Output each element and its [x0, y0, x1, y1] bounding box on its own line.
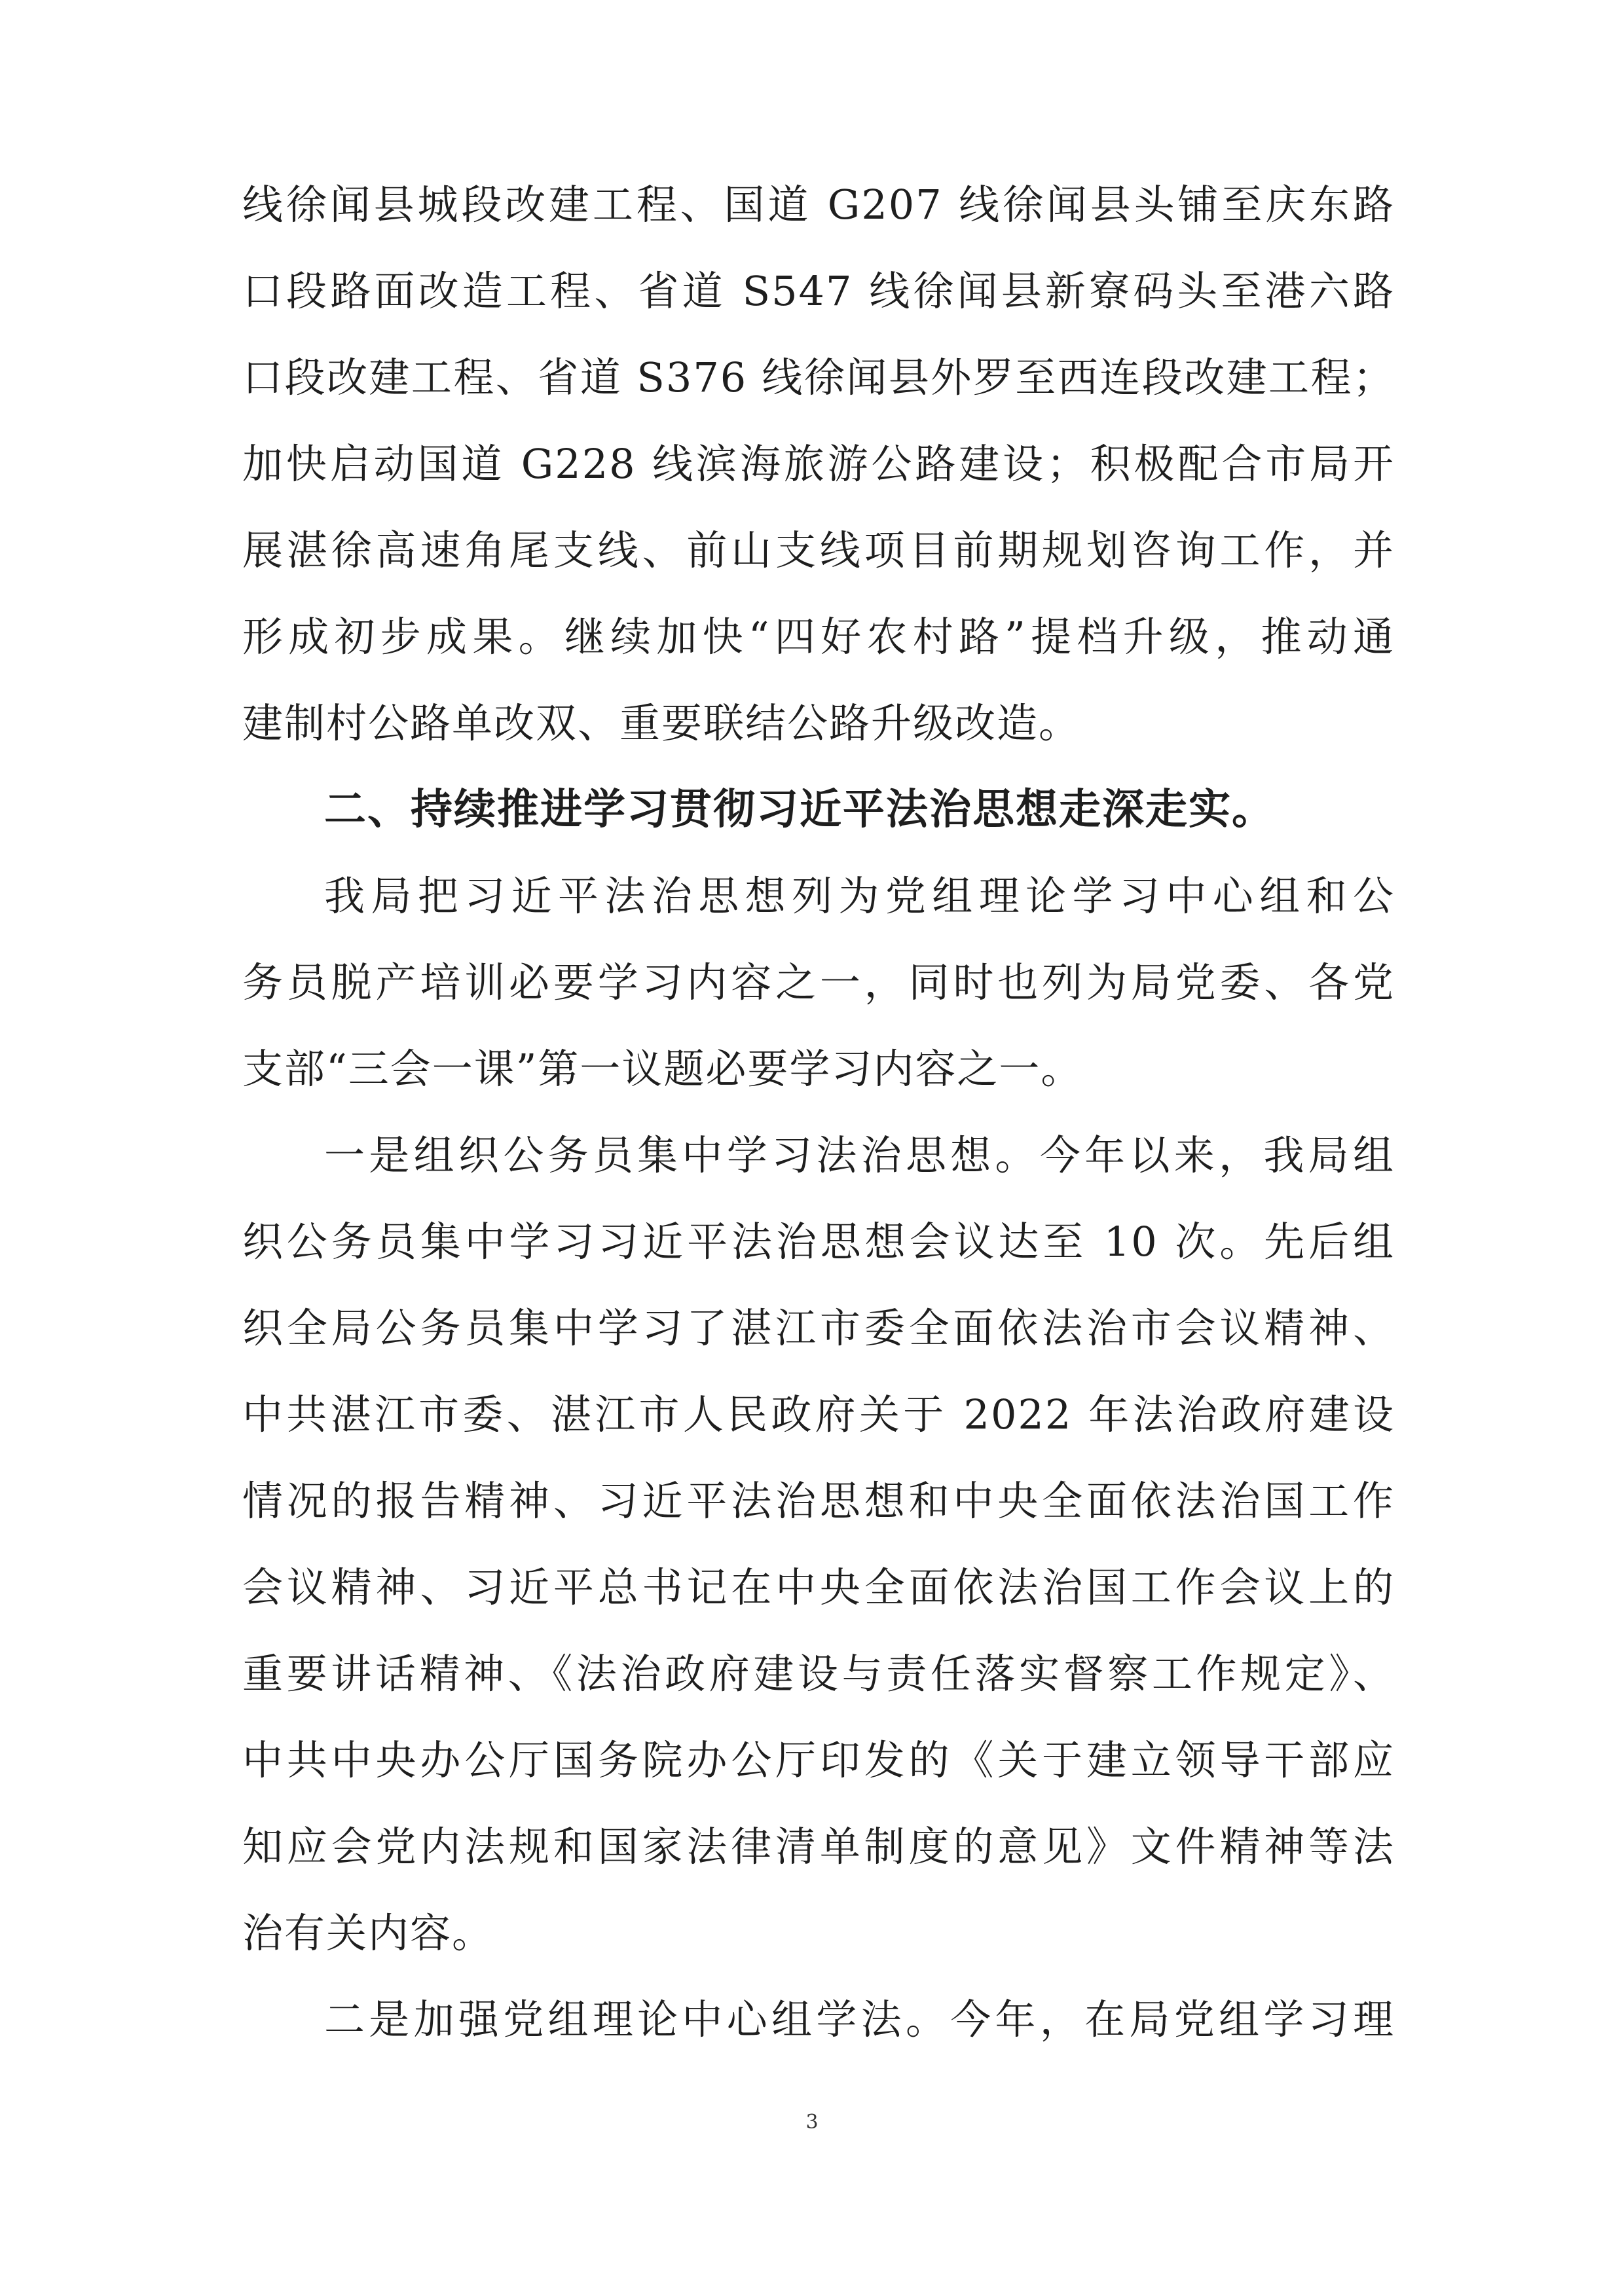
text-line: 展湛徐高速角尾支线、前山支线项目前期规划咨询工作，并	[242, 526, 1395, 574]
text-line: 建制村公路单改双、重要联结公路升级改造。	[242, 699, 1081, 747]
text-line: 织全局公务员集中学习了湛江市委全面依法治市会议精神、	[242, 1304, 1395, 1352]
text-line: 治有关内容。	[242, 1909, 494, 1957]
page-number: 3	[805, 2111, 819, 2134]
text-line: 中共湛江市委、湛江市人民政府关于 2022 年法治政府建设	[242, 1391, 1395, 1438]
text-line: 务员脱产培训必要学习内容之一，同时也列为局党委、各党	[242, 958, 1395, 1006]
text-line: 形成初步成果。继续加快“四好农村路”提档升级，推动通	[242, 613, 1395, 661]
text-line: 口段路面改造工程、省道 S547 线徐闻县新寮码头至港六路	[242, 267, 1395, 315]
text-line: 织公务员集中学习习近平法治思想会议达至 10 次。先后组	[242, 1218, 1395, 1266]
text-line: 二是加强党组理论中心组学法。今年，在局党组学习理	[324, 1995, 1395, 2043]
text-line: 一是组织公务员集中学习法治思想。今年以来，我局组	[324, 1131, 1395, 1179]
text-line: 知应会党内法规和国家法律清单制度的意见》文件精神等法	[242, 1823, 1395, 1870]
text-line: 我局把习近平法治思想列为党组理论学习中心组和公	[324, 872, 1395, 920]
text-line: 中共中央办公厅国务院办公厅印发的《关于建立领导干部应	[242, 1736, 1395, 1784]
text-line: 会议精神、习近平总书记在中央全面依法治国工作会议上的	[242, 1563, 1395, 1611]
text-line: 加快启动国道 G228 线滨海旅游公路建设；积极配合市局开	[242, 440, 1395, 488]
text-line: 线徐闻县城段改建工程、国道 G207 线徐闻县头铺至庆东路	[242, 181, 1395, 228]
text-line: 重要讲话精神、《法治政府建设与责任落实督察工作规定》、	[242, 1650, 1395, 1698]
text-line: 口段改建工程、省道 S376 线徐闻县外罗至西连段改建工程；	[242, 354, 1395, 401]
text-line: 情况的报告精神、习近平法治思想和中央全面依法治国工作	[242, 1477, 1395, 1525]
text-line: 支部“三会一课”第一议题必要学习内容之一。	[242, 1045, 1083, 1093]
section-heading: 二、持续推进学习贯彻习近平法治思想走深走实。	[324, 786, 1275, 834]
